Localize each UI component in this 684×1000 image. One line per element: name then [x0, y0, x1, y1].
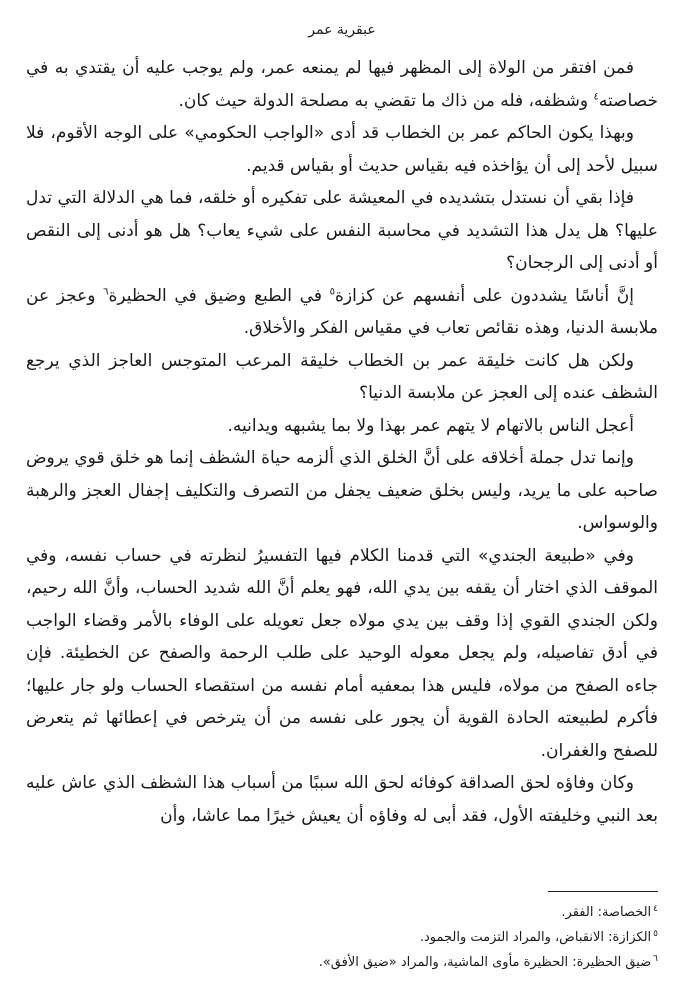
- paragraph: [26, 345, 658, 410]
- paragraph-text: إنَّ أناسًا يشددون على أنفسهم عن كزازة: [334, 285, 635, 306]
- paragraph-text: وفي «طبيعة الجندي» التي قدمنا الكلام فيها التفسيرُ لنظرته في حساب نفسه، وفي الموقف الذي اختار أن يقفه بين يدي الله، فهو يعلم أنَّ الله شديد الحساب، وأنَّ الله رحيم، ولكن الجندي القوي إذا وقف بين يدي مولاه جعل تعويله على الوفاء بالأمر وقضاء الواجب في أدق تفاصيله، ولم يجعل معوله الوحيد على طلب الرحمة والصفح عن الخطيئة. فإن جاءه الصفح من مولاه، فليس هذا بمعفيه أمام نفسه من استقصاء الحساب ولو جار عليها؛ فأكرم لطبيعته الحادة القوية أن يجور على نفسه من أن يترخص في إعطائها ثم يتعرض للصفح والغفران.: [26, 545, 658, 761]
- paragraph-text: وبهذا يكون الحاكم عمر بن الخطاب قد أدى «الواجب الحكومي» على الوجه الأقوم، فلا سبيل لأحد إلى أن يؤاخذه فيه بقياس حديث أو بقياس قديم.: [26, 123, 658, 176]
- footnote-mark: ٤: [653, 903, 658, 914]
- paragraph: [26, 442, 658, 540]
- paragraph-text: وإنما تدل جملة أخلاقه على أنَّ الخلق الذي ألزمه حياة الشظف إنما هو خلق قوي يروض صاحبه على ما يريد، وليس بخلق ضعيف يجفل من التصرف والتكليف إجفال العجز والرهبة والوسواس.: [26, 448, 658, 533]
- footnote-text: ضيق الحظيرة: الحظيرة مأوى الماشية، والمراد «ضيق الأفق».: [318, 955, 652, 970]
- paragraph-text: وعجز عن ملابسة الدنيا، وهذه نقائص تعاب في مقياس الفكر والأخلاق.: [26, 285, 658, 338]
- paragraph: [26, 767, 658, 832]
- paragraph: [26, 117, 658, 182]
- footnote-text: الكزازة: الانقباض، والمراد التزمت والجمود.: [419, 930, 652, 945]
- paragraph: [26, 410, 658, 443]
- footnote: [26, 925, 658, 950]
- paragraph-text: ولكن هل كانت خليقة عمر بن الخطاب خليقة المرعب المتوجس العاجز الذي يرجع الشظف عنده إلى العجز عن ملابسة الدنيا؟: [26, 350, 658, 403]
- paragraph-text: فمن افتقر من الولاة إلى المظهر فيها لم يمنعه عمر، ولم يوجب عليه أن يقتدي به في خصاصته: [26, 58, 658, 111]
- paragraph-text: فإذا بقي أن نستدل بتشديده في المعيشة على تفكيره أو خلقه، فما هي الدلالة التي تدل عليها؟ هل يدل هذا التشديد في محاسبة النفس على شيء يعاب؟ هل هو أدنى إلى النقص أو أدنى إلى الرجحان؟: [26, 188, 658, 273]
- paragraph: [26, 540, 658, 768]
- paragraph-text: وشظفه، فله من ذاك ما تقضي به مصلحة الدولة حيث كان.: [178, 90, 594, 111]
- footnote-reference: ٤: [593, 90, 599, 102]
- footnotes: [26, 900, 658, 975]
- footnote-reference: ٥: [329, 285, 335, 297]
- body-text: [26, 52, 658, 832]
- paragraph-text: أعجل الناس بالاتهام لا يتهم عمر بهذا ولا بما يشبهه ويدانيه.: [227, 415, 634, 436]
- footnote: [26, 950, 658, 975]
- paragraph: [26, 182, 658, 280]
- paragraph-text: في الطبع وضيق في الحظيرة: [108, 285, 330, 306]
- footnote-text: الخصاصة: الفقر.: [561, 905, 652, 920]
- paragraph-text: وكان وفاؤه لحق الصداقة كوفائه لحق الله سببًا من أسباب هذا الشظف الذي عاش عليه بعد النبي وخليفته الأول، فقد أبى له وفاؤه أن يعيش خيرًا مما عاشا، وأن: [26, 773, 658, 826]
- running-header: عبقرية عمر: [308, 22, 376, 38]
- footnote-mark: ٥: [653, 928, 658, 939]
- footnote-mark: ٦: [653, 953, 658, 964]
- paragraph: [26, 52, 658, 117]
- footnote-divider: [548, 891, 658, 892]
- paragraph: [26, 280, 658, 345]
- footnote-reference: ٦: [103, 285, 109, 297]
- footnote: [26, 900, 658, 925]
